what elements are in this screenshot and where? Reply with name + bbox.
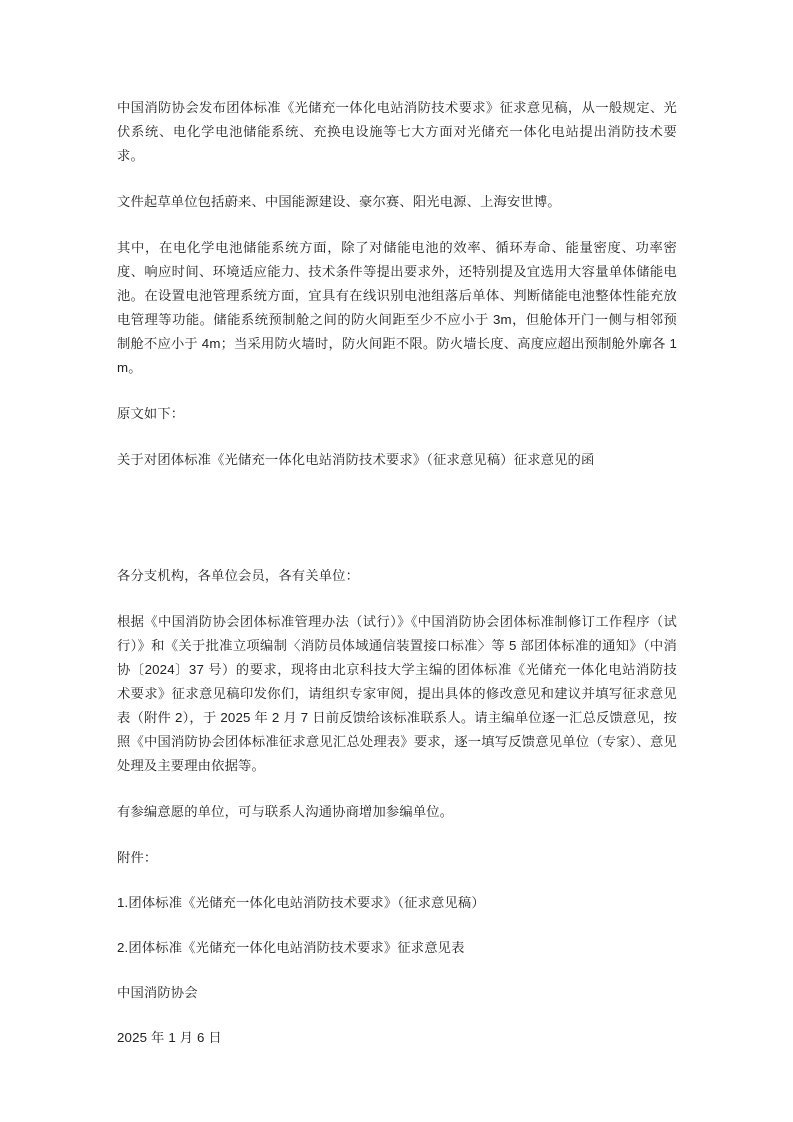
paragraph-drafting-units: 文件起草单位包括蔚来、中国能源建设、豪尔赛、阳光电源、上海安世博。	[117, 194, 561, 209]
salutation: 各分支机构，各单位会员，各有关单位：	[117, 568, 360, 583]
paragraph-participation-note: 有参编意愿的单位，可与联系人沟通协商增加参编单位。	[117, 804, 454, 819]
label-original-text: 原文如下：	[117, 406, 185, 421]
issuing-organization: 中国消防协会	[117, 985, 198, 1000]
paragraph-summary-scope: 中国消防协会发布团体标准《光储充一体化电站消防技术要求》征求意见稿，从一般规定、光伏系统、电化学电池储能系统、充换电设施等七大方面对光储充一体化电站提出消防技术要求。	[117, 100, 677, 163]
paragraph-main-body: 根据《中国消防协会团体标准管理办法（试行）》《中国消防协会团体标准制修订工作程序（试行）》和《关于批准立项编制〈消防员体域通信装置接口标准〉等 5 部团体标准的通知》（中消协〔2024〕37 号）的要求，现将由北京科技大学主编的团体标准《光储充一体化电站消防技术要求》征求意见稿印发你们，请组织专家审阅，提出具体的修改意见和建议并填写征求意见表（附件 2），于 2025 年 2 月 7 日前反馈给该标准联系人。请主编单位逐一汇总反馈意见，按照《中国消防协会团体标准征求意见汇总处理表》要求，逐一填写反馈意见单位（专家）、意见处理及主要理由依据等。	[117, 614, 677, 773]
document-body	[117, 96, 677, 1050]
issue-date: 2025 年 1 月 6 日	[117, 1030, 222, 1045]
paragraph-technical-details: 其中，在电化学电池储能系统方面，除了对储能电池的效率、循环寿命、能量密度、功率密度、响应时间、环境适应能力、技术条件等提出要求外，还特别提及宜选用大容量单体储能电池。在设置电池管理系统方面，宜具有在线识别电池组落后单体、判断储能电池整体性能充放电管理等功能。储能系统预制舱之间的防火间距至少不应小于 3m，但舱体开门一侧与相邻预制舱不应小于 4m；当采用防火墙时，防火间距不限。防火墙长度、高度应超出预制舱外廓各 1m。	[117, 240, 677, 375]
attachment-item-1: 1.团体标准《光储充一体化电站消防技术要求》（征求意见稿）	[117, 895, 485, 910]
blank-gap	[117, 494, 677, 542]
label-attachments: 附件：	[117, 850, 158, 865]
letter-title: 关于对团体标准《光储充一体化电站消防技术要求》（征求意见稿）征求意见的函	[117, 452, 595, 467]
attachment-item-2: 2.团体标准《光储充一体化电站消防技术要求》征求意见表	[117, 940, 465, 955]
